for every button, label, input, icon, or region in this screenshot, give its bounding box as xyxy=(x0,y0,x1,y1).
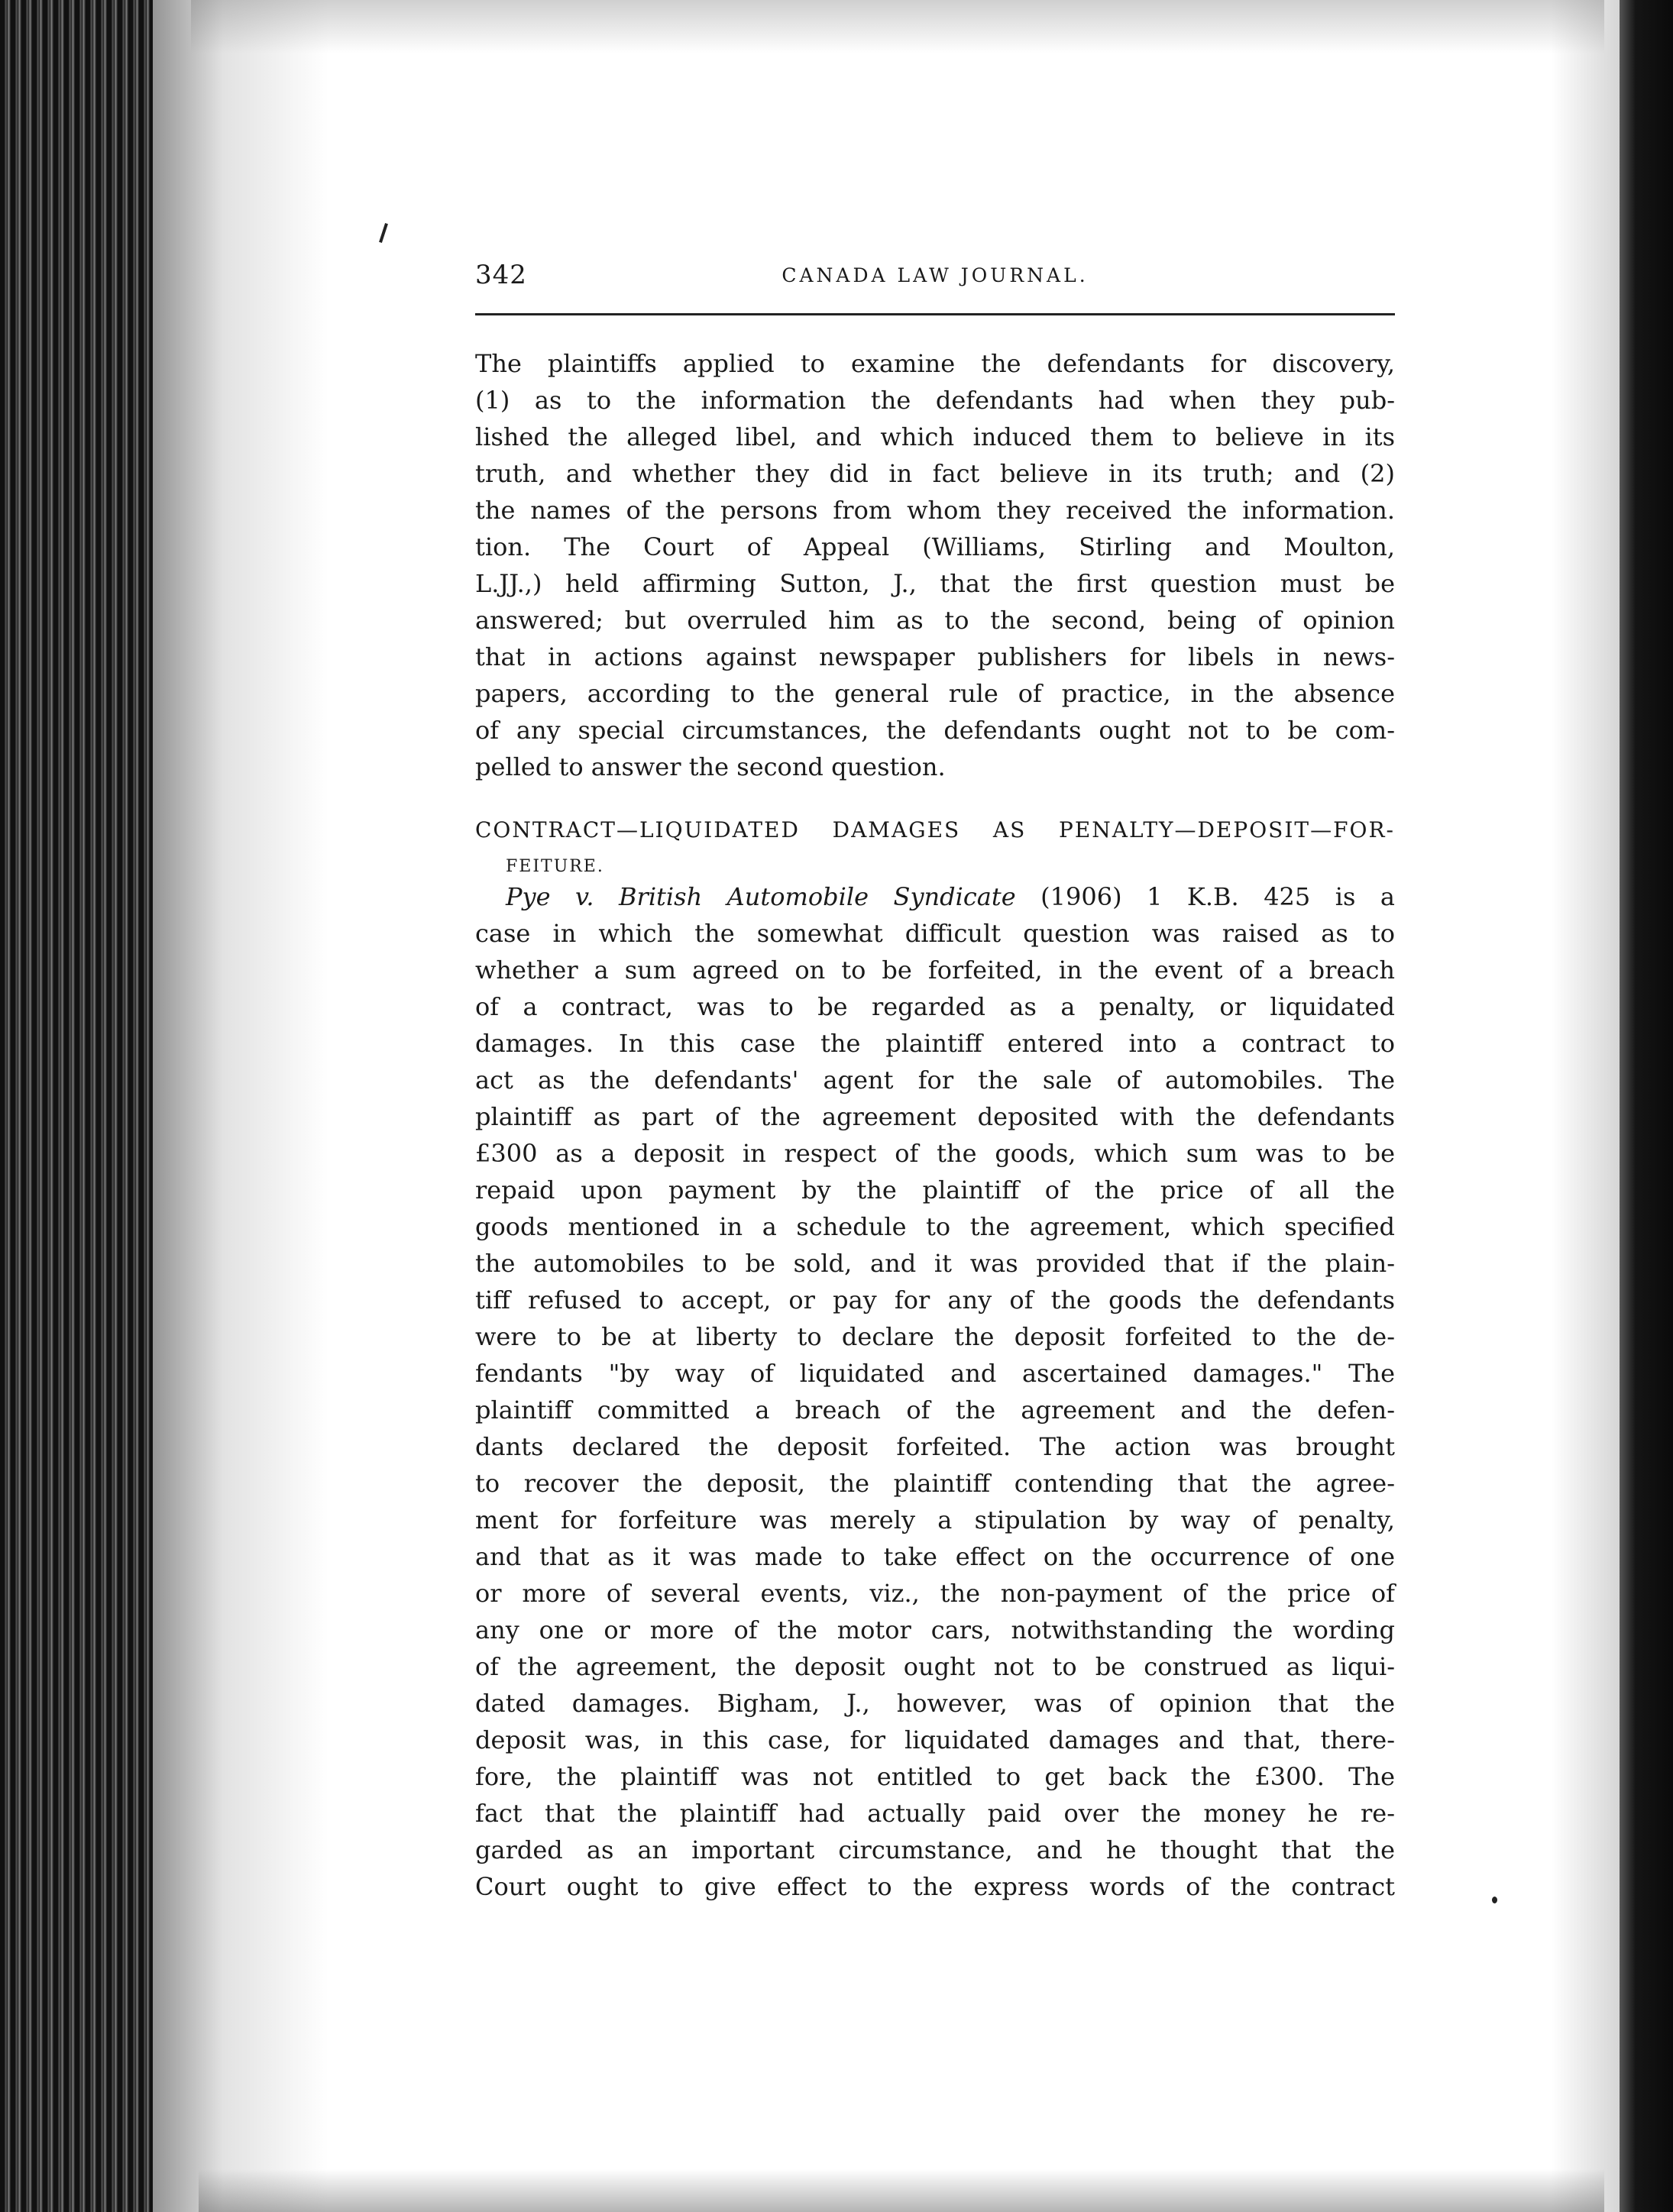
text-line: case in which the somewhat difficult question was raised as to xyxy=(475,919,1395,948)
page-right-edge xyxy=(1620,0,1673,2212)
text-line: truth, and whether they did in fact believe in its truth; and (2) xyxy=(475,459,1395,488)
right-edge-shadow xyxy=(1551,0,1620,2212)
text-line: fore, the plaintiff was not entitled to get back the £300. The xyxy=(475,1762,1395,1791)
page-number: 342 xyxy=(475,260,527,290)
case-citation: (1906) 1 K.B. 425 is a xyxy=(1015,882,1396,911)
text-line: lished the alleged libel, and which induced them to believe in its xyxy=(475,422,1395,451)
text-line: repaid upon payment by the plaintiff of the price of all the xyxy=(475,1176,1395,1205)
binding-shadow xyxy=(153,0,328,2212)
paragraph-pye-case xyxy=(475,878,1395,1905)
text-line: of any special circumstances, the defendants ought not to be com- xyxy=(475,716,1395,745)
text-line: Court ought to give effect to the express words of the contract xyxy=(475,1872,1395,1901)
text-line: pelled to answer the second question. xyxy=(475,752,946,781)
text-line: or more of several events, viz., the non-payment of the price of xyxy=(475,1579,1395,1608)
running-title: CANADA LAW JOURNAL. xyxy=(781,264,1089,286)
text-line: act as the defendants' agent for the sale of automobiles. The xyxy=(475,1066,1395,1095)
stray-pen-mark xyxy=(379,223,388,243)
text-line: plaintiff as part of the agreement deposited with the defendants xyxy=(475,1102,1395,1131)
text-line: tion. The Court of Appeal (Williams, Stirling and Moulton, xyxy=(475,532,1395,561)
text-line: of a contract, was to be regarded as a penalty, or liquidated xyxy=(475,992,1395,1021)
text-line: to recover the deposit, the plaintiff contending that the agree- xyxy=(475,1469,1395,1498)
text-line: any one or more of the motor cars, notwithstanding the wording xyxy=(475,1615,1395,1644)
text-line: dated damages. Bigham, J., however, was of opinion that the xyxy=(475,1689,1395,1718)
text-line: L.JJ.,) held affirming Sutton, J., that the first question must be xyxy=(475,569,1395,598)
text-line: plaintiff committed a breach of the agreement and the defen- xyxy=(475,1395,1395,1425)
running-header xyxy=(475,260,1395,306)
text-line: of the agreement, the deposit ought not to be construed as liqui- xyxy=(475,1652,1395,1681)
paragraph-discovery xyxy=(475,345,1395,785)
text-line: that in actions against newspaper publishers for libels in news- xyxy=(475,642,1395,671)
text-line: (1) as to the information the defendants had when they pub- xyxy=(475,386,1395,415)
text-line: and that as it was made to take effect on the occurrence of one xyxy=(475,1542,1395,1571)
text-line: answered; but overruled him as to the second, being of opinion xyxy=(475,606,1395,635)
text-line: £300 as a deposit in respect of the goods, which sum was to be xyxy=(475,1139,1395,1168)
stray-ink-dot xyxy=(1492,1897,1497,1903)
section-heading-line: CONTRACT—LIQUIDATED DAMAGES AS PENALTY—DEPOSIT—FOR- xyxy=(475,817,1395,842)
text-line: whether a sum agreed on to be forfeited, in the event of a breach xyxy=(475,956,1395,985)
case-citation-line xyxy=(475,878,1395,915)
text-line: damages. In this case the plaintiff entered into a contract to xyxy=(475,1029,1395,1058)
scan-bottom-noise xyxy=(199,2169,1604,2212)
text-line: dants declared the deposit forfeited. The action was brought xyxy=(475,1432,1395,1461)
text-line: deposit was, in this case, for liquidated damages and that, there- xyxy=(475,1725,1395,1754)
text-line: the automobiles to be sold, and it was provided that if the plain- xyxy=(475,1249,1395,1278)
section-heading-line: FEITURE. xyxy=(506,857,604,876)
text-line: The plaintiffs applied to examine the defendants for discovery, xyxy=(475,349,1395,378)
text-line: garded as an important circumstance, and he thought that the xyxy=(475,1835,1395,1864)
text-line: ment for forfeiture was merely a stipulation by way of penalty, xyxy=(475,1505,1395,1534)
header-rule xyxy=(475,313,1395,315)
section-heading xyxy=(475,813,1395,886)
text-line: the names of the persons from whom they received the information. xyxy=(475,496,1395,525)
text-line: were to be at liberty to declare the deposit forfeited to the de- xyxy=(475,1322,1395,1351)
text-line: fact that the plaintiff had actually paid over the money he re- xyxy=(475,1799,1395,1828)
text-line: fendants "by way of liquidated and ascertained damages." The xyxy=(475,1359,1395,1388)
case-name: Pye v. British Automobile Syndicate xyxy=(506,882,1016,911)
scan-top-noise xyxy=(191,0,1604,53)
page-binding-edge xyxy=(0,0,153,2212)
text-line: tiff refused to accept, or pay for any of the goods the defendants xyxy=(475,1285,1395,1315)
text-line: papers, according to the general rule of practice, in the absence xyxy=(475,679,1395,708)
text-line: goods mentioned in a schedule to the agreement, which specified xyxy=(475,1212,1395,1241)
